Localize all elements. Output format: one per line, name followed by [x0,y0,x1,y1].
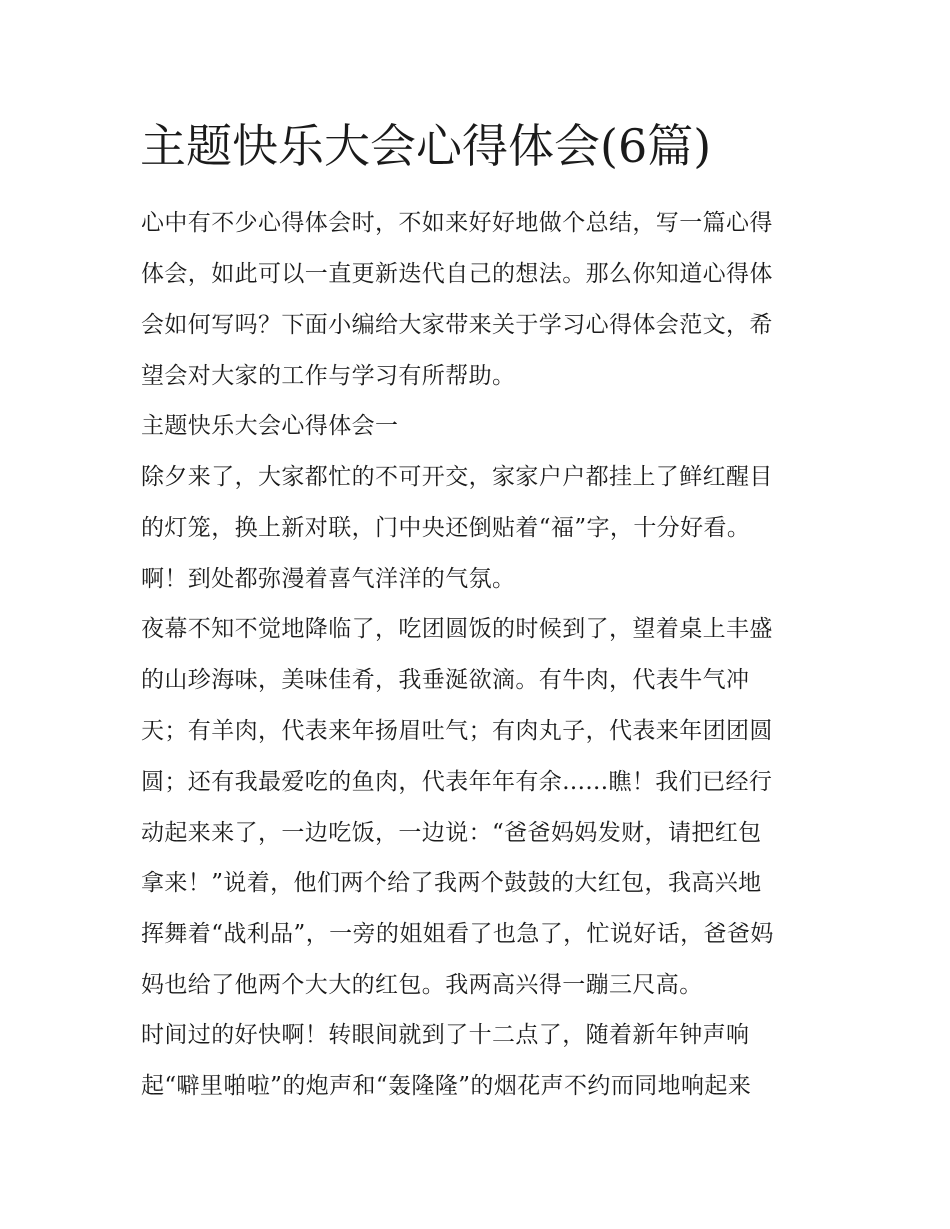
body-line: 挥舞着“战利品”，一旁的姐姐看了也急了，忙说好话，爸爸妈 [141,921,774,947]
body-line: 妈也给了他两个大大的红包。我两高兴得一蹦三尺高。 [141,972,703,998]
body-line: 动起来来了，一边吃饭，一边说：“爸爸妈妈发财，请把红包 [141,820,762,846]
body-line: 天；有羊肉，代表来年扬眉吐气；有肉丸子，代表来年团团圆 [141,718,773,744]
body-line: 心中有不少心得体会时，不如来好好地做个总结，写一篇心得 [141,210,773,236]
body-line: 啊！到处都弥漫着喜气洋洋的气氛。 [141,566,516,592]
body-line: 除夕来了，大家都忙的不可开交，家家户户都挂上了鲜红醒目 [141,464,773,490]
body-line: 望会对大家的工作与学习有所帮助。 [141,363,516,389]
body-line: 时间过的好快啊！转眼间就到了十二点了，随着新年钟声响 [141,1022,750,1048]
document-title: 主题快乐大会心得体会(6篇) [140,119,712,173]
body-line: 会如何写吗？下面小编给大家带来关于学习心得体会范文，希 [141,312,773,338]
body-line: 的灯笼，换上新对联，门中央还倒贴着“福”字，十分好看。 [141,515,751,541]
body-line: 的山珍海味，美味佳肴，我垂涎欲滴。有牛肉，代表牛气冲 [141,667,750,693]
body-line: 体会，如此可以一直更新迭代自己的想法。那么你知道心得体 [141,261,773,287]
body-line: 圆；还有我最爱吃的鱼肉，代表年年有余......瞧！我们已经行 [141,769,773,795]
body-line: 夜幕不知不觉地降临了，吃团圆饭的时候到了，望着桌上丰盛 [141,616,773,642]
body-line: 拿来！”说着，他们两个给了我两个鼓鼓的大红包，我高兴地 [141,870,762,896]
body-line: 起“噼里啪啦”的炮声和“轰隆隆”的烟花声不约而同地响起来 [141,1073,752,1099]
section-heading: 主题快乐大会心得体会一 [141,413,399,439]
